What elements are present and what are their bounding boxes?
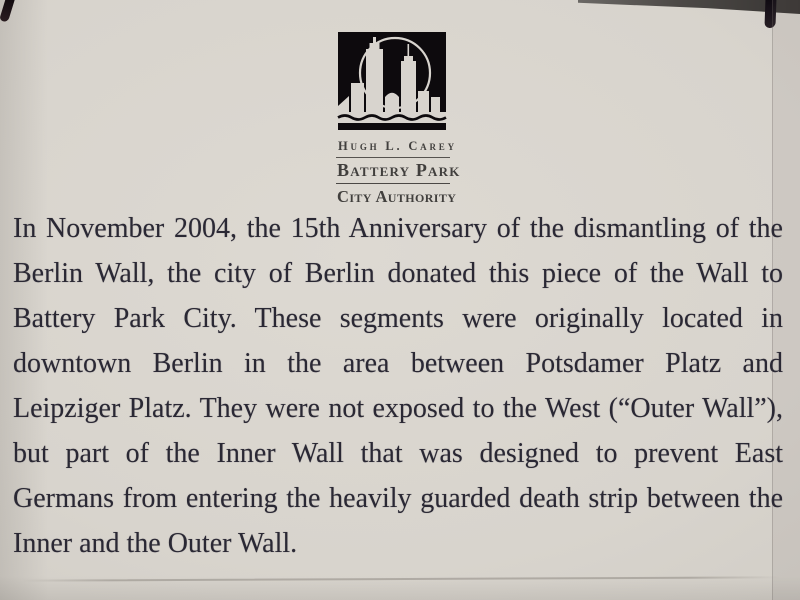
authority-name-line2: Battery Park: [336, 158, 450, 184]
text-line-3: Battery Park City. These segments were originally located in: [13, 303, 783, 334]
text-line-4: downtown Berlin in the area between Potsdamer Platz and: [13, 348, 783, 379]
city-skyline-moon-icon: [337, 32, 447, 130]
plaque-paragraph: [13, 206, 783, 566]
bpca-logo: [336, 32, 461, 207]
text-line-2: Berlin Wall, the city of Berlin donated this piece of the Wall to: [13, 258, 783, 289]
mounting-clip-left: [0, 0, 16, 23]
authority-name-line1: Hugh L. Carey: [336, 139, 450, 158]
horizontal-crease: [22, 576, 780, 581]
text-line-8: Inner and the Outer Wall.: [13, 528, 298, 559]
authority-name-line3: City Authority: [337, 187, 457, 206]
text-line-6: but part of the Inner Wall that was designed to prevent East: [13, 438, 783, 469]
text-line-5: Leipziger Platz. They were not exposed to the West (“Outer Wall”),: [13, 393, 783, 424]
text-line-1: In November 2004, the 15th Anniversary of the dismantling of the: [13, 213, 783, 244]
text-line-7: Germans from entering the heavily guarded death strip between the: [13, 483, 783, 514]
